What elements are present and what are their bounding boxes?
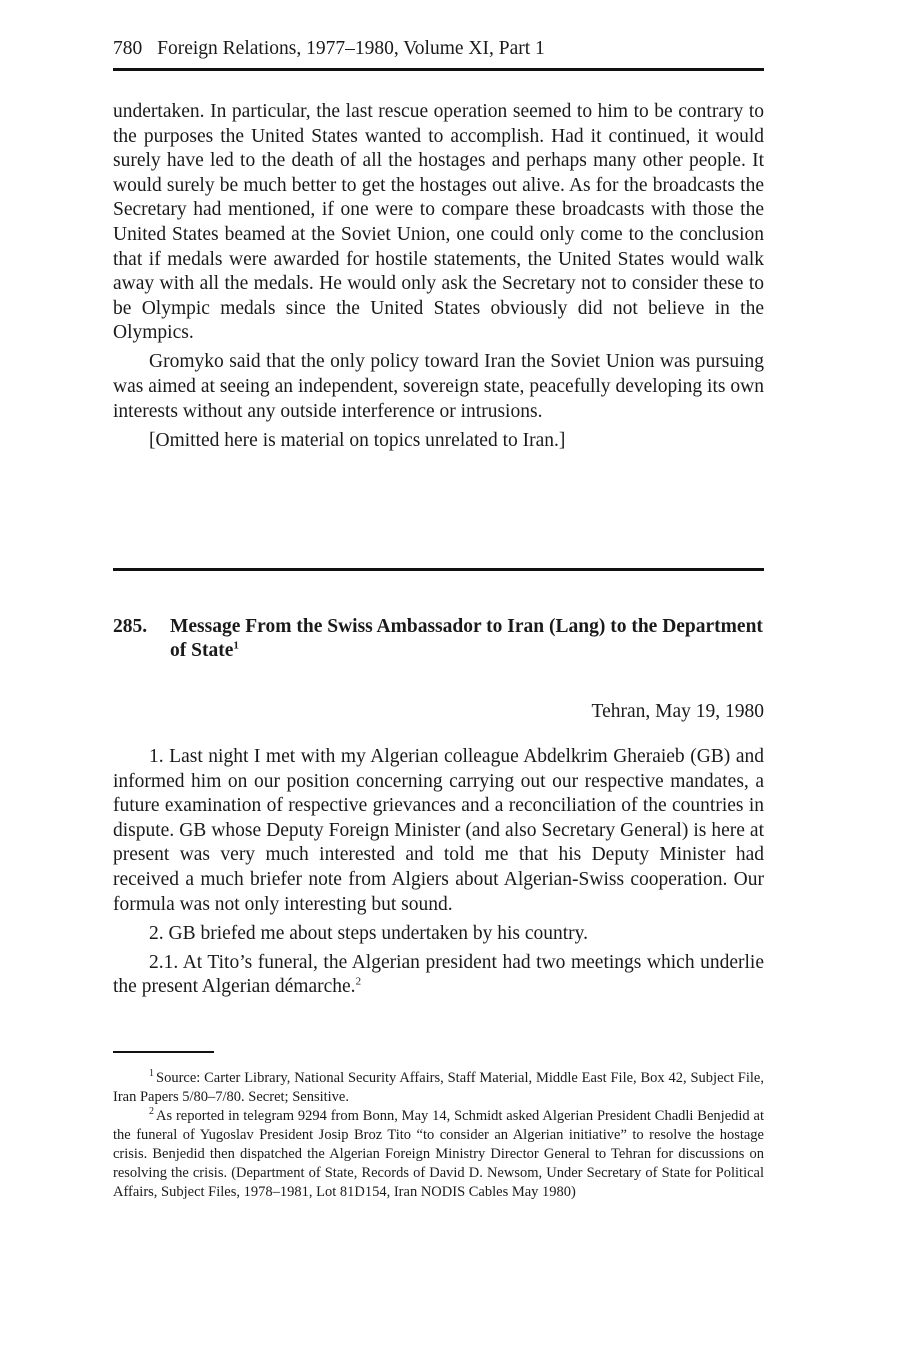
footnote-rule <box>113 1051 214 1053</box>
running-title: Foreign Relations, 1977–1980, Volume XI, Part 1 <box>157 38 545 59</box>
continuation-paragraph: undertaken. In particular, the last rescue operation seemed to him to be contrary to the purposes the United States wanted to accomplish. Had it continued, it would surely have led to the death of all the hostages and perhaps many other people. It would surely be much better to get the hostages out alive. As for the broadcasts the Secretary had mentioned, if one were to compare these broadcasts with those the United States beamed at the Soviet Union, one could only come to the conclusion that if medals were awarded for hostile statements, the United States would walk away with all the medals. He would only ask the Secretary not to consider these to be Olympic medals since the United States obviously did not believe in the Olympics. <box>113 101 764 344</box>
document-number: 285. <box>113 616 148 637</box>
footnote <box>113 1069 764 1107</box>
footnote-text: As reported in telegram 9294 from Bonn, May 14, Schmidt asked Algerian President Chadli Benjedid at the funeral of Yugoslav President Josip Broz Tito “to consider an Algerian initiative” to resolve the hostage crisis. Benjedid then dispatched the Algerian Foreign Ministry Director General to Tehran for discussions on resolving the crisis. (Department of State, Records of David D. Newsom, Under Secretary of State for Political Affairs, Subject Files, 1978–1981, Lot 81D154, Iran NODIS Cables May 1980) <box>113 1108 764 1200</box>
footnote-ref[interactable]: 2 <box>355 975 362 988</box>
body-paragraph <box>113 951 764 1000</box>
footnote-text: Source: Carter Library, National Security Affairs, Staff Material, Middle East File, Box 42, Subject File, Iran Papers 5/80–7/80. Secret; Sensitive. <box>113 1070 764 1105</box>
document-body <box>113 745 764 1000</box>
document-title <box>170 615 764 663</box>
footnotes <box>113 1069 764 1202</box>
body-paragraph-text: 2.1. At Tito’s funeral, the Algerian president had two meetings which underlie the present Algerian démarche. <box>113 951 764 998</box>
continuation-paragraph: Gromyko said that the only policy toward Iran the Soviet Union was pursuing was aimed at seeing an independent, sovereign state, peacefully developing its own interests without any outside interference or intrusions. <box>113 351 764 422</box>
body-paragraph: 2. GB briefed me about steps undertaken by his country. <box>149 922 589 944</box>
document-title-text: Message From the Swiss Ambassador to Iran (Lang) to the Department of State <box>170 616 763 661</box>
footnote-ref[interactable]: 1 <box>233 639 239 652</box>
body-paragraph: 1. Last night I met with my Algerian colleague Abdelkrim Gheraieb (GB) and informed him on our position concerning carrying out our respective mandates, a future examination of respective grievances and a reconciliation of the countries in dispute. GB whose Deputy Foreign Minister (and also Secretary General) is here at present was very much interested and told me that his Deputy Minister had received a much briefer note from Algiers about Algerian-Swiss cooperation. Our formula was not only interesting but sound. <box>113 746 764 915</box>
document-heading <box>113 615 764 663</box>
footnote-mark: 2 <box>149 1106 154 1118</box>
footnote-mark: 1 <box>149 1068 154 1080</box>
dateline: Tehran, May 19, 1980 <box>591 701 764 722</box>
page-number: 780 <box>113 38 143 59</box>
editorial-note: [Omitted here is material on topics unrelated to Iran.] <box>149 429 566 451</box>
running-head <box>113 38 545 60</box>
footnote <box>113 1107 764 1202</box>
header-rule <box>113 68 764 71</box>
document-separator-rule <box>113 568 764 571</box>
continuation-text <box>113 100 764 453</box>
